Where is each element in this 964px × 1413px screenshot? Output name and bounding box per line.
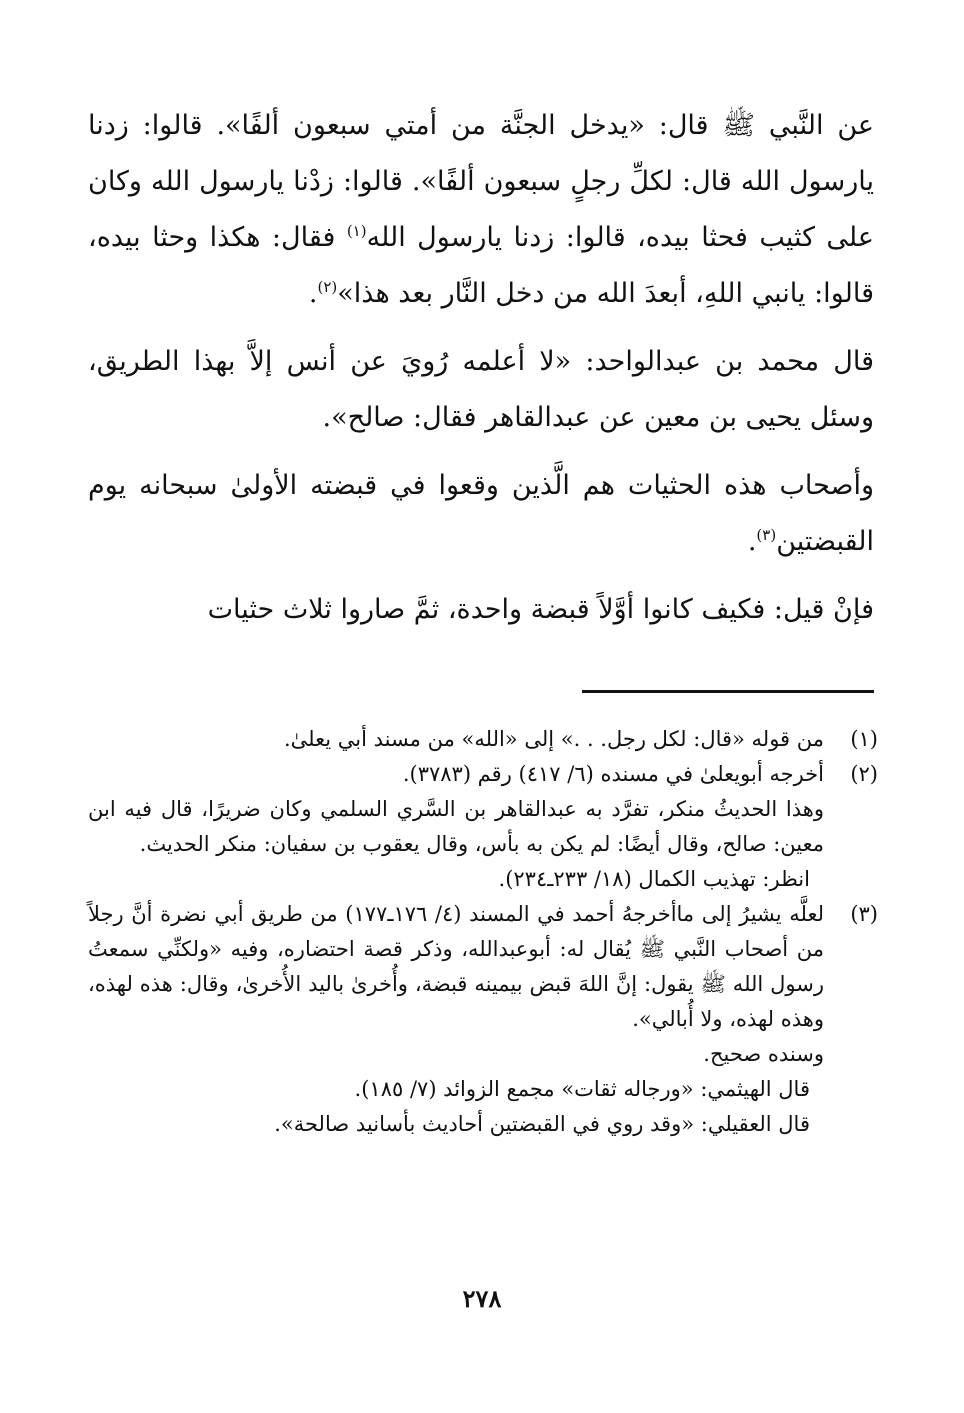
footnote-3-text: لعلَّه يشيرُ إلى ماأخرجهُ أحمد في المسند (٤/ ١٧٦ـ١٧٧) من طريق أبي نضرة أنَّ رجلاً من أصحاب النَّبي ﷺ يُقال له: أبوعبدالله، وذكر قصة احتضاره، وفيه «ولكنِّي سمعتُ رسول الله ﷺ يقول: إنَّ اللهَ قبض بيمينه قبضة، وأُخرىٰ باليد الأُخرىٰ، وقال: هذه لهذه، وهذه لهذه، ولا أُبالي». [88, 902, 824, 1031]
footnote-2 [88, 757, 878, 897]
footnote-3 [88, 897, 878, 1142]
paragraph-1-continued: فقال: هكذا وحثا بيده، قالوا: يانبي اللهِ، أبعدَ الله من دخل النَّار بعد هذا» [88, 222, 874, 309]
main-text [88, 98, 874, 650]
footnote-2-number: (٢) [850, 762, 878, 786]
paragraph-3-text: وأصحاب هذه الحثيات هم الَّذين وقعوا في قبضته الأولىٰ سبحانه يوم القبضتين [88, 470, 874, 557]
footnote-3-number: (٣) [850, 902, 878, 926]
paragraph-4: فإنْ قيل: فكيف كانوا أوَّلاً قبضة واحدة، ثمَّ صاروا ثلاث حثيات [207, 594, 874, 625]
paragraph-2: قال محمد بن عبدالواحد: «لا أعلمه رُويَ عن أنس إلاَّ بهذا الطريق، وسئل يحيى بن معين عن عبدالقاهر فقال: صالح». [88, 346, 874, 433]
footnote-1-body [88, 722, 824, 757]
paragraph-1 [88, 98, 874, 322]
footnote-2-text: أخرجه أبويعلىٰ في مسنده (٦/ ٤١٧) رقم (٣٧٨٣). [402, 762, 824, 786]
footnote-1-number: (١) [850, 727, 878, 751]
page-number: ٢٧٨ [462, 1284, 502, 1313]
footnote-divider [582, 690, 874, 693]
paragraph-3-end: . [747, 526, 757, 557]
paragraph-3 [88, 458, 874, 570]
footnotes [88, 722, 878, 1142]
footnote-1 [88, 722, 878, 757]
paragraph-1-text: عن النَّبي ﷺ قال: «يدخل الجنَّة من أمتي سبعون ألفًا». قالوا: زدنا يارسول الله قال: لكلِّ رجلٍ سبعون ألفًا». قالوا: زدْنا يارسول الله وكان على كثيب فحثا بيده، قالوا: زدنا يارسول الله [88, 110, 874, 253]
footnote-3-haythami: قال الهيثمي: «ورجاله ثقات» مجمع الزوائد (٧/ ١٨٥). [354, 1077, 810, 1101]
footnote-ref-1: (١) [346, 222, 367, 240]
footnote-2-commentary: وهذا الحديثُ منكر، تفرَّد به عبدالقاهر بن السَّري السلمي وكان ضريرًا، قال فيه ابن معين: صالح، وقال أيضًا: لم يكن به بأس، وقال يعقوب بن سفيان: منكر الحديث. [88, 797, 824, 856]
footnote-3-body [88, 897, 824, 1142]
footnote-ref-3: (٣) [756, 526, 777, 544]
footnote-1-text: من قوله «قال: لكل رجل. . .» إلى «الله» من مسند أبي يعلىٰ. [283, 727, 824, 751]
footnote-ref-2: (٢) [317, 278, 338, 296]
footnote-3-grading: وسنده صحيح. [703, 1042, 824, 1066]
paragraph-1-end: . [308, 278, 318, 309]
footnote-2-body [88, 757, 824, 897]
footnote-2-reference: انظر: تهذيب الكمال (١٨/ ٢٣٣ـ٢٣٤). [498, 867, 810, 891]
footnote-3-uqayli: قال العقيلي: «وقد روي في القبضتين أحاديث بأسانيد صالحة». [274, 1112, 810, 1136]
